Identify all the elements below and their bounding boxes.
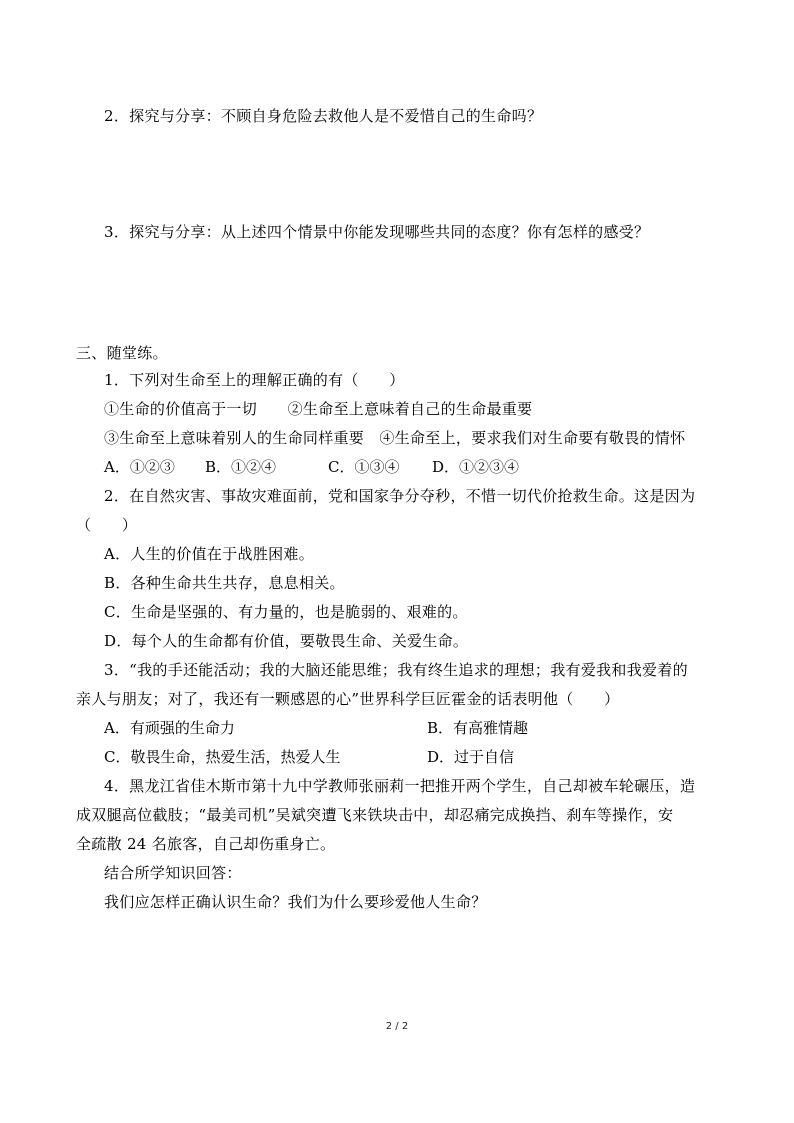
practice-q1-items-line2: ③生命至上意味着别人的生命同样重要 ④生命至上，要求我们对生命要有敬畏的情怀 (104, 429, 686, 447)
explore-q2: 2．探究与分享：不顾自身危险去救他人是不爱惜自己的生命吗？ (104, 107, 543, 125)
practice-q1-stem: 1．下列对生命至上的理解正确的有（ ） (104, 371, 405, 389)
practice-q3-options-row2 (0, 747, 794, 767)
practice-q1-option-b: B．①②④ (205, 458, 277, 476)
practice-q2-option-a: A．人生的价值在于战胜困难。 (104, 545, 315, 563)
practice-q2-option-d: D．每个人的生命都有价值，要敬畏生命、关爱生命。 (104, 632, 469, 650)
practice-q3-option-a: A．有顽强的生命力 (104, 719, 235, 737)
practice-q2-stem-line2: （ ） (76, 516, 138, 534)
practice-heading: 三、随堂练。 (76, 344, 168, 362)
practice-q4-line1: 4．黑龙江省佳木斯市第十九中学教师张丽莉一把推开两个学生，自己却被车轮碾压，造 (104, 777, 696, 795)
practice-q3-stem-line1: 3．“我的手还能活动；我的大脑还能思维；我有终生追求的理想；我有爱我和我爱着的 (104, 661, 688, 679)
practice-q3-option-d: D．过于自信 (427, 748, 515, 766)
practice-q4-prompt: 结合所学知识回答： (104, 864, 242, 882)
practice-q1-option-c: C．①③④ (328, 458, 400, 476)
practice-q3-option-c: C．敬畏生命，热爱生活，热爱人生 (104, 748, 341, 766)
practice-q2-stem-line1: 2．在自然灾害、事故灾难面前，党和国家争分夺秒，不惜一切代价抢救生命。这是因为 (104, 487, 696, 505)
practice-q4-question: 我们应怎样正确认识生命？我们为什么要珍爱他人生命？ (104, 893, 487, 911)
practice-q2-option-c: C．生命是坚强的、有力量的，也是脆弱的、艰难的。 (104, 603, 468, 621)
practice-q2-option-b: B．各种生命共生共存，息息相关。 (104, 574, 345, 592)
practice-q1-option-d: D．①②③④ (432, 458, 520, 476)
practice-q1-option-a: A．①②③ (104, 458, 175, 476)
practice-q1-options (0, 457, 794, 477)
practice-q1-items-line1: ①生命的价值高于一切 ②生命至上意味着自己的生命最重要 (104, 400, 533, 418)
practice-q3-options-row1 (0, 718, 794, 738)
practice-q4-line2: 成双腿高位截肢；“最美司机”吴斌突遭飞来铁块击中，却忍痛完成换挡、刹车等操作，安 (76, 806, 674, 824)
explore-q3: 3．探究与分享：从上述四个情景中你能发现哪些共同的态度？你有怎样的感受？ (104, 223, 650, 241)
practice-q4-line3: 全疏散 24 名旅客，自己却伤重身亡。 (76, 835, 336, 853)
practice-q3-stem-line2: 亲人与朋友；对了，我还有一颗感恩的心”世界科学巨匠霍金的话表明他（ ） (76, 690, 620, 708)
practice-q3-option-b: B．有高雅情趣 (427, 719, 529, 737)
page-number: 2 / 2 (385, 1021, 409, 1032)
